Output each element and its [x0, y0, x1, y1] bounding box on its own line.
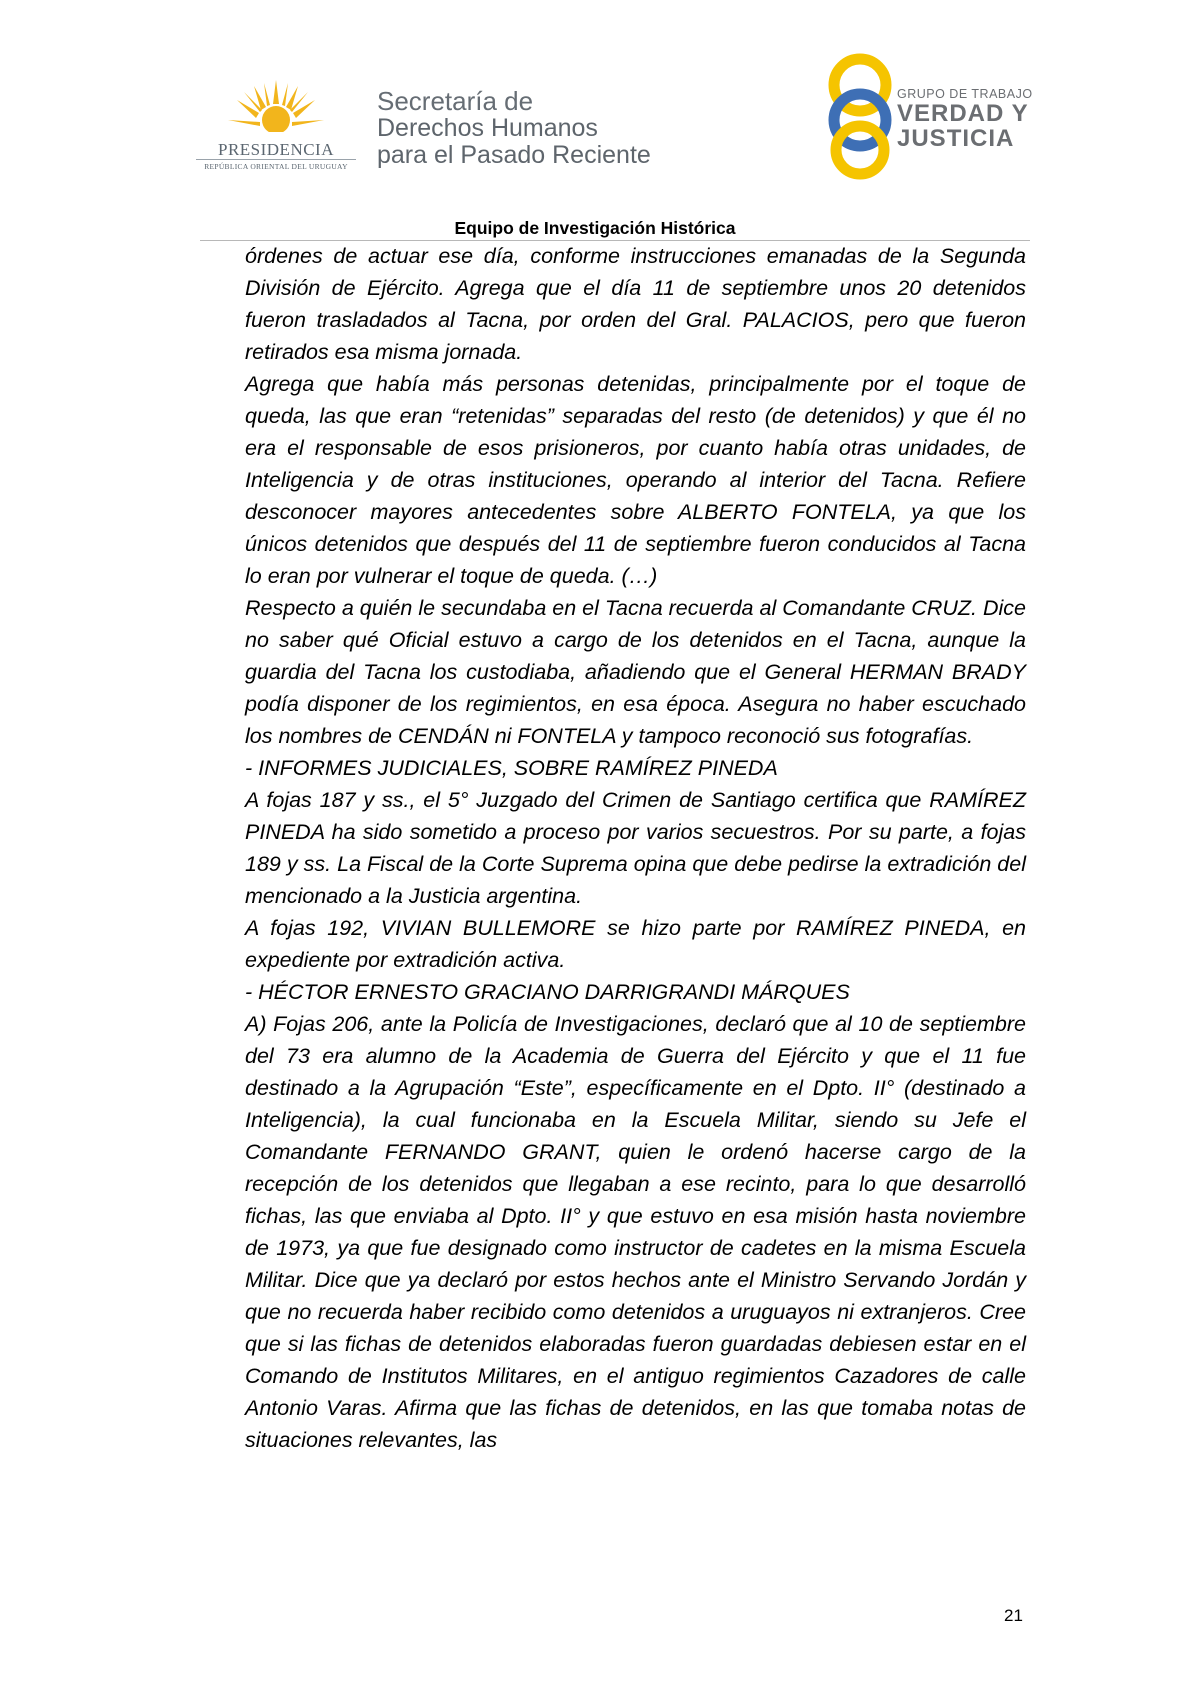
document-body [245, 240, 1026, 1456]
paragraph: A fojas 192, VIVIAN BULLEMORE se hizo parte por RAMÍREZ PINEDA, en expediente por extradición activa. [245, 916, 1026, 972]
paragraph: Respecto a quién le secundaba en el Tacna recuerda al Comandante CRUZ. Dice no saber qué Oficial estuvo a cargo de los detenidos en el Tacna, aunque la guardia del Tacna los custodiaba, añadiendo que el General HERMAN BRADY podía disponer de los regimientos, en esa época. Asegura no haber escuchado los nombres de CENDÁN ni FONTELA y tampoco reconoció sus fotografías. [245, 596, 1026, 748]
verdad-justicia-text [897, 87, 1033, 151]
paragraph: A) Fojas 206, ante la Policía de Investigaciones, declaró que al 10 de septiembre del 73 era alumno de la Academia de Guerra del Ejército y que el 11 fue destinado a la Agrupación “Este”, específicamente en el Dpto. II° (destinado a Inteligencia), la cual funcionaba en la Escuela Militar, siendo su Jefe el Comandante FERNANDO GRANT, quien le ordenó hacerse cargo de la recepción de los detenidos que llegaban a ese recinto, para lo que desarrolló fichas, las que enviaba al Dpto. II° y que estuvo en esa misión hasta noviembre de 1973, ya que fue designado como instructor de cadetes en la misma Escuela Militar. Dice que ya declaró por estos hechos ante el Ministro Servando Jordán y que no recuerda haber recibido como detenidos a uruguayos ni extranjeros. Cree que si las fichas de detenidos elaboradas fueron guardadas debiesen estar en el Comando de Institutos Militares, en el antiguo regimientos Cazadores de calle Antonio Varas. Afirma que las fichas de detenidos, en las que tomaba notas de situaciones relevantes, las [245, 1012, 1026, 1452]
page-header [0, 0, 1190, 230]
secretaria-line-1: Secretaría de [377, 86, 534, 116]
paragraph: órdenes de actuar ese día, conforme instrucciones emanadas de la Segunda División de Ejército. Agrega que el día 11 de septiembre unos 20 detenidos fueron trasladados al Tacna, por orden del Gral. PALACIOS, pero que fueron retirados esa misma jornada. [245, 244, 1026, 364]
secretaria-line-2: Derechos Humanos [377, 114, 598, 142]
paragraph: Agrega que había más personas detenidas, principalmente por el toque de queda, las que eran “retenidas” separadas del resto (de detenidos) y que él no era el responsable de esos prisioneros, por cuanto había otras unidades, de Inteligencia y de otras instituciones, operando al interior del Tacna. Refiere desconocer mayores antecedentes sobre ALBERTO FONTELA, ya que los únicos detenidos que después del 11 de septiembre fueron conducidos al Tacna lo eran por vulnerar el toque de queda. (…) [245, 372, 1026, 588]
sun-icon [224, 80, 328, 138]
presidencia-name: PRESIDENCIA [217, 140, 334, 159]
secretaria-line-3: para el Pasado Reciente [377, 141, 651, 169]
section-heading: - HÉCTOR ERNESTO GRACIANO DARRIGRANDI MÁRQUES [245, 980, 850, 1004]
grupo-de-trabajo-label: GRUPO DE TRABAJO [897, 87, 1033, 101]
page-number: 21 [1004, 1606, 1023, 1625]
paragraph: A fojas 187 y ss., el 5° Juzgado del Crimen de Santiago certifica que RAMÍREZ PINEDA ha sido sometido a proceso por varios secuestros. Por su parte, a fojas 189 y ss. La Fiscal de la Corte Suprema opina que debe pedirse la extradición del mencionado a la Justicia argentina. [245, 788, 1026, 908]
team-title: Equipo de Investigación Histórica [454, 218, 736, 238]
rings-icon [825, 52, 895, 182]
section-heading: - INFORMES JUDICIALES, SOBRE RAMÍREZ PINEDA [245, 756, 778, 780]
verdad-y-label: VERDAD Y [897, 100, 1029, 127]
presidencia-logo [196, 80, 356, 176]
secretaria-title [377, 88, 651, 169]
presidencia-subtitle: REPÚBLICA ORIENTAL DEL URUGUAY [204, 162, 348, 171]
justicia-label: JUSTICIA [897, 125, 1015, 152]
verdad-justicia-logo [825, 52, 1035, 182]
